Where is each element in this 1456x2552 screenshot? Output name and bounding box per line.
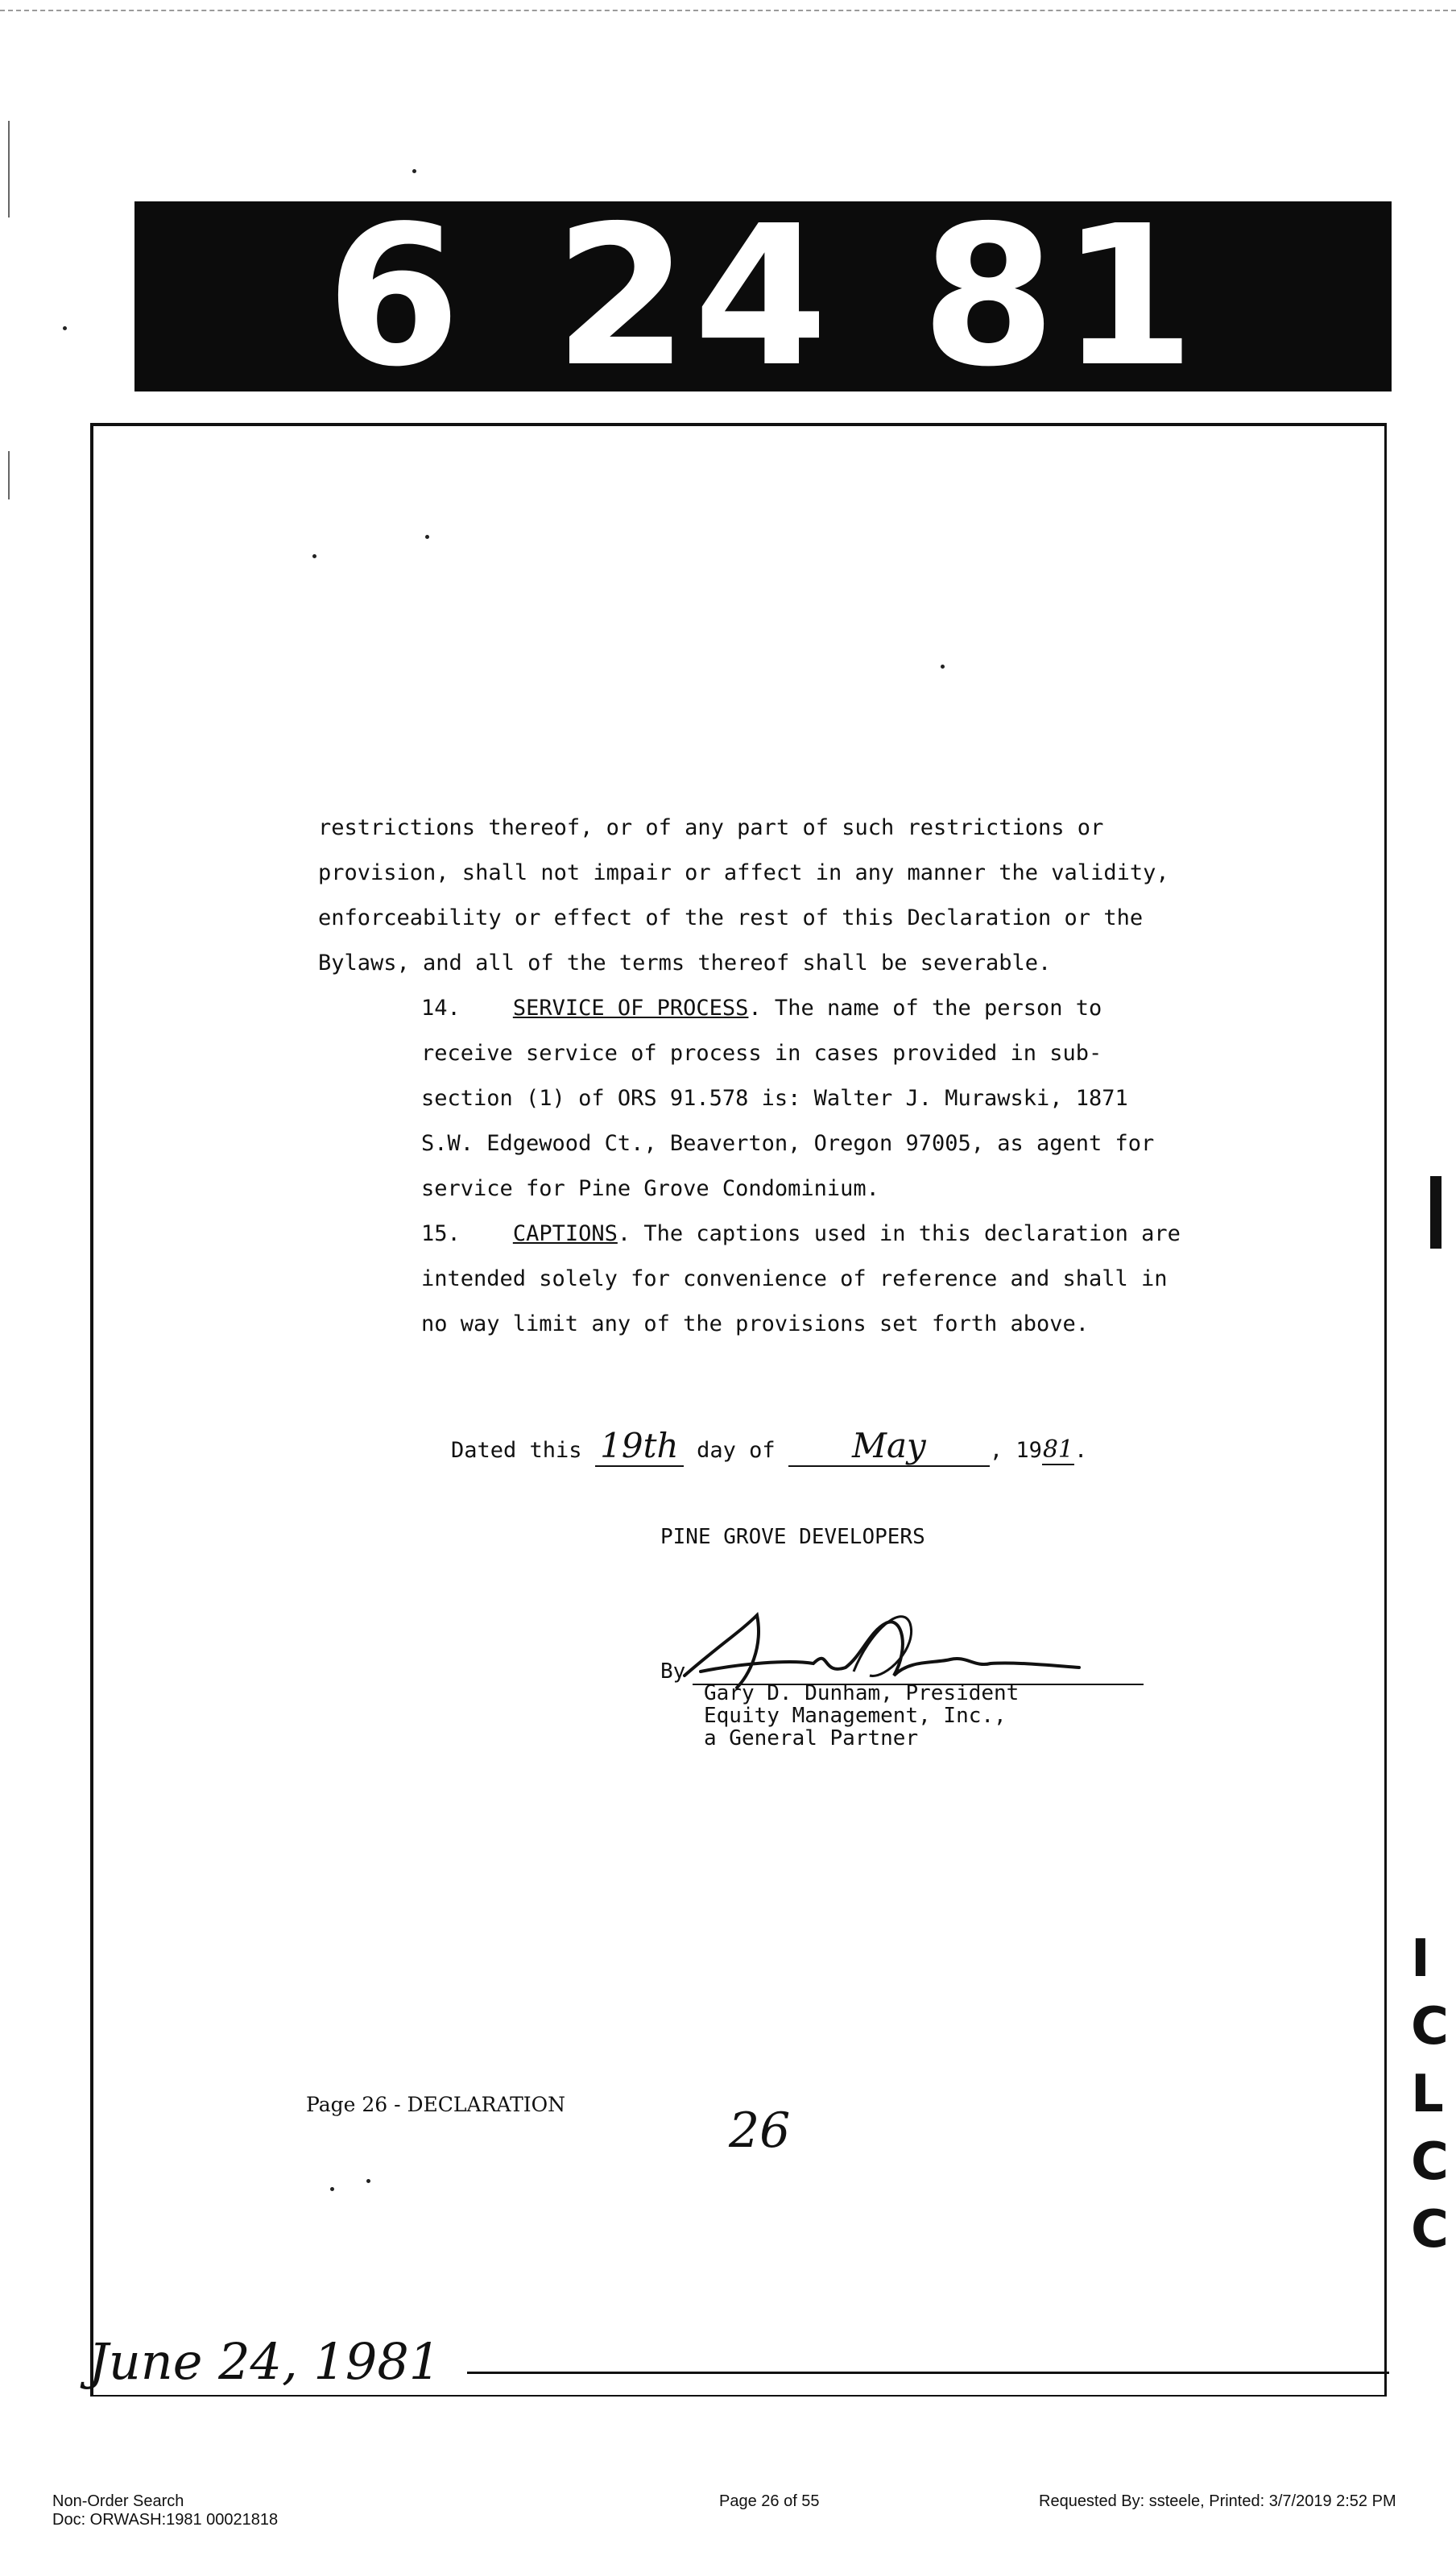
scan-speck xyxy=(412,169,416,173)
section-14-number: 14. xyxy=(421,996,461,1021)
margin-recording-marks: I C L C C xyxy=(1411,1929,1449,2260)
dated-suffix: . xyxy=(1073,1438,1088,1463)
dated-day-handwritten: 19th xyxy=(595,1426,684,1467)
company-name: PINE GROVE DEVELOPERS xyxy=(660,1525,925,1549)
section-14 xyxy=(318,986,1188,1212)
scan-speck xyxy=(941,665,945,669)
dated-mid: day of xyxy=(697,1438,776,1463)
page-label: Page 26 - DECLARATION xyxy=(306,2093,566,2116)
footer-left xyxy=(52,2492,278,2529)
dated-year-handwritten: 81 xyxy=(1042,1436,1074,1464)
by-label: By xyxy=(660,1659,686,1684)
dated-line xyxy=(451,1426,1087,1467)
handwritten-page-number: 26 xyxy=(729,2102,791,2159)
section-14-text: . The name of the person to receive service of process in cases provided in sub-section (1) of ORS 91.578 is: Walter J. Murawski, 1871 S.W. Edgewood Ct., Beaverton, Oregon 97005, as agent for service for Pine Grove Condominium. xyxy=(421,996,1155,1201)
section-15-heading: CAPTIONS xyxy=(512,1221,618,1246)
recording-date-stamp xyxy=(134,184,1392,409)
footer-request-info: Requested By: ssteele, Printed: 3/7/2019 2:52 PM xyxy=(1039,2492,1396,2510)
scan-speck xyxy=(312,554,316,558)
signatory-organization: Equity Management, Inc., xyxy=(704,1704,1007,1728)
edge-mark xyxy=(1430,1176,1442,1249)
declaration-body xyxy=(318,806,1188,1347)
section-15-number: 15. xyxy=(421,1221,461,1246)
section-15 xyxy=(318,1212,1188,1347)
footer-page-count: Page 26 of 55 xyxy=(719,2492,820,2510)
recording-date-line xyxy=(467,2372,1389,2374)
scan-speck xyxy=(63,326,67,330)
edge-mark xyxy=(8,451,10,499)
footer-doc-id: Doc: ORWASH:1981 00021818 xyxy=(52,2511,279,2529)
scan-speck xyxy=(366,2179,370,2183)
stamp-day: 24 xyxy=(554,184,833,409)
signatory-block xyxy=(704,1682,1019,1750)
dated-month-handwritten: May xyxy=(788,1426,990,1467)
footer-search-type: Non-Order Search xyxy=(52,2492,184,2510)
scan-top-edge xyxy=(0,10,1456,11)
signatory-name: Gary D. Dunham, President xyxy=(704,1681,1020,1705)
dated-prefix: Dated this xyxy=(451,1438,582,1463)
section-14-heading: SERVICE OF PROCESS xyxy=(512,996,749,1021)
edge-mark xyxy=(8,121,10,218)
stamp-year: 81 xyxy=(921,184,1200,409)
dated-year-prefix: , 19 xyxy=(989,1438,1042,1463)
scan-speck xyxy=(425,535,429,539)
signatory-role: a General Partner xyxy=(704,1726,919,1750)
section-15-text: . The captions used in this declaration are intended solely for convenience of reference and shall in no way limit any of the provisions set forth above. xyxy=(421,1221,1181,1336)
paragraph-severability: restrictions thereof, or of any part of such restrictions or provision, shall not impair or affect in any manner the validity, enforceability or effect of the rest of this Declaration or the Bylaws, and all of the terms thereof shall be severable. xyxy=(318,815,1169,976)
stamp-month: 6 xyxy=(326,184,466,409)
handwritten-recording-date: June 24, 1981 xyxy=(89,2332,441,2391)
scan-speck xyxy=(330,2187,334,2191)
document-frame xyxy=(90,423,1387,2397)
